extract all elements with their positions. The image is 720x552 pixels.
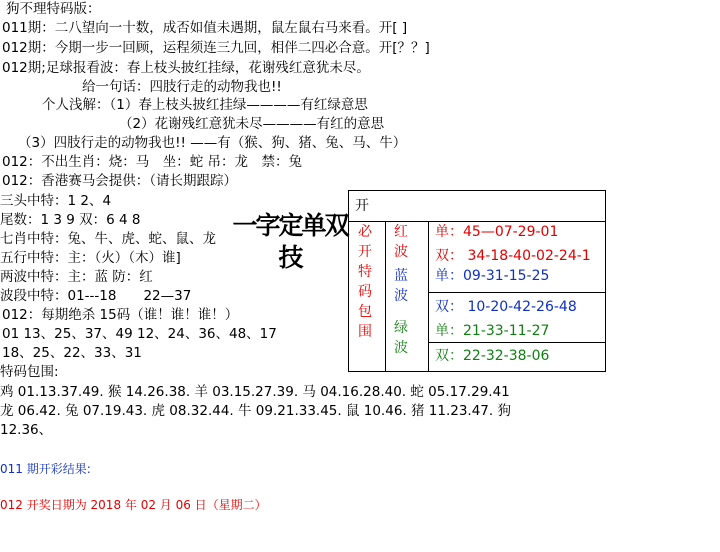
line-zodiac-1: 鸡 01.13.37.49. 猴 14.26.38. 羊 03.15.27.39. 马 04.16.28.40. 蛇 05.17.29.41: [0, 384, 510, 400]
line-draw-date: 012 开奖日期为 2018 年 02 月 06 日（星期二）: [0, 498, 267, 512]
line-zodiac-3: 12.36、: [0, 422, 53, 438]
number-row: 双：22-32-38-06: [435, 348, 550, 364]
line-note-2: （2）花谢残红意犹未尽————有红的意思: [119, 116, 385, 132]
divider: [429, 342, 605, 343]
green-wave-label: 绿 波: [394, 320, 408, 356]
line-yijuhua: 给一句话：四肢行走的动物我也!!: [82, 79, 282, 95]
line-numbers-1: 01 13、25、37、49 12、24、36、48、17: [2, 326, 277, 342]
box-numbers: [429, 222, 605, 371]
line-geren: 个人浅解：（1）春上枝头披红挂绿————有红绿意思: [42, 97, 368, 113]
box-header: [349, 191, 605, 222]
side-char: 开: [358, 244, 372, 260]
line-wuxing: 五行中特：主：（火）（木）谁]: [0, 250, 181, 266]
big-title: [232, 210, 348, 274]
number-row: 双： 34-18-40-02-24-1: [435, 248, 591, 264]
side-char: 围: [358, 324, 372, 340]
line-juesha: 012：每期绝杀 15码（谁！谁！谁！）: [2, 307, 239, 323]
red-wave-label: 红 波: [394, 224, 408, 260]
box-side-label: [349, 222, 386, 371]
line-012-a: 012期：今期一步一回顾，运程须连三九回，相伴二四必合意。开[？？]: [2, 40, 430, 56]
line-011: 011期：二八望向一十数，成否如值未遇期，鼠左鼠右马来看。开[ ]: [2, 20, 408, 36]
line-qixiao: 七肖中特：兔、牛、虎、蛇、鼠、龙: [0, 231, 216, 247]
line-zodiac-2: 龙 06.42. 兔 07.19.43. 虎 08.32.44. 牛 09.21.33.45. 鼠 10.46. 猪 11.23.47. 狗: [0, 403, 511, 419]
big-title-line-2: 技: [278, 243, 302, 272]
line-result: 011 期开彩结果:: [0, 462, 91, 476]
result-box: [348, 190, 606, 372]
line-liangbo: 两波中特：主：蓝 防：红: [0, 269, 153, 285]
side-char: 包: [358, 304, 372, 320]
box-wave-labels: [386, 222, 429, 371]
divider: [429, 292, 605, 293]
line-xianggang: 012：香港赛马会提供：（请长期跟踪）: [2, 173, 238, 189]
big-title-line-1: 一字定单双: [232, 211, 348, 240]
line-baowei: 特码包围:: [0, 364, 59, 380]
number-row: 单：21-33-11-27: [435, 323, 550, 339]
line-boduan: 波段中特：01---18 22—37: [0, 288, 192, 304]
box-header-text: 开: [355, 198, 369, 214]
line-012-b: 012期;足球报看波：春上枝头披红挂绿，花谢残红意犹未尽。: [2, 60, 370, 76]
line-weishu: 尾数：1 3 9 双：6 4 8: [0, 212, 141, 228]
blue-wave-label: 蓝 波: [394, 268, 408, 304]
number-row: 单：09-31-15-25: [435, 268, 550, 284]
side-char: 必: [358, 224, 372, 240]
line-santou: 三头中特：1 2、4: [0, 193, 112, 209]
line-buchu: 012：不出生肖：烧：马 坐：蛇 吊：龙 禁：兔: [2, 154, 303, 170]
doc-title: 狗不理特码版：: [6, 1, 101, 17]
number-row: 双： 10-20-42-26-48: [435, 299, 577, 315]
side-char: 特: [358, 264, 372, 280]
line-note-3: （3）四肢行走的动物我也!! ——有（猴、狗、猪、兔、马、牛）: [18, 135, 407, 151]
number-row: 单：45—07-29-01: [435, 224, 559, 240]
line-numbers-2: 18、25、22、33、31: [2, 345, 142, 361]
side-char: 码: [358, 284, 372, 300]
